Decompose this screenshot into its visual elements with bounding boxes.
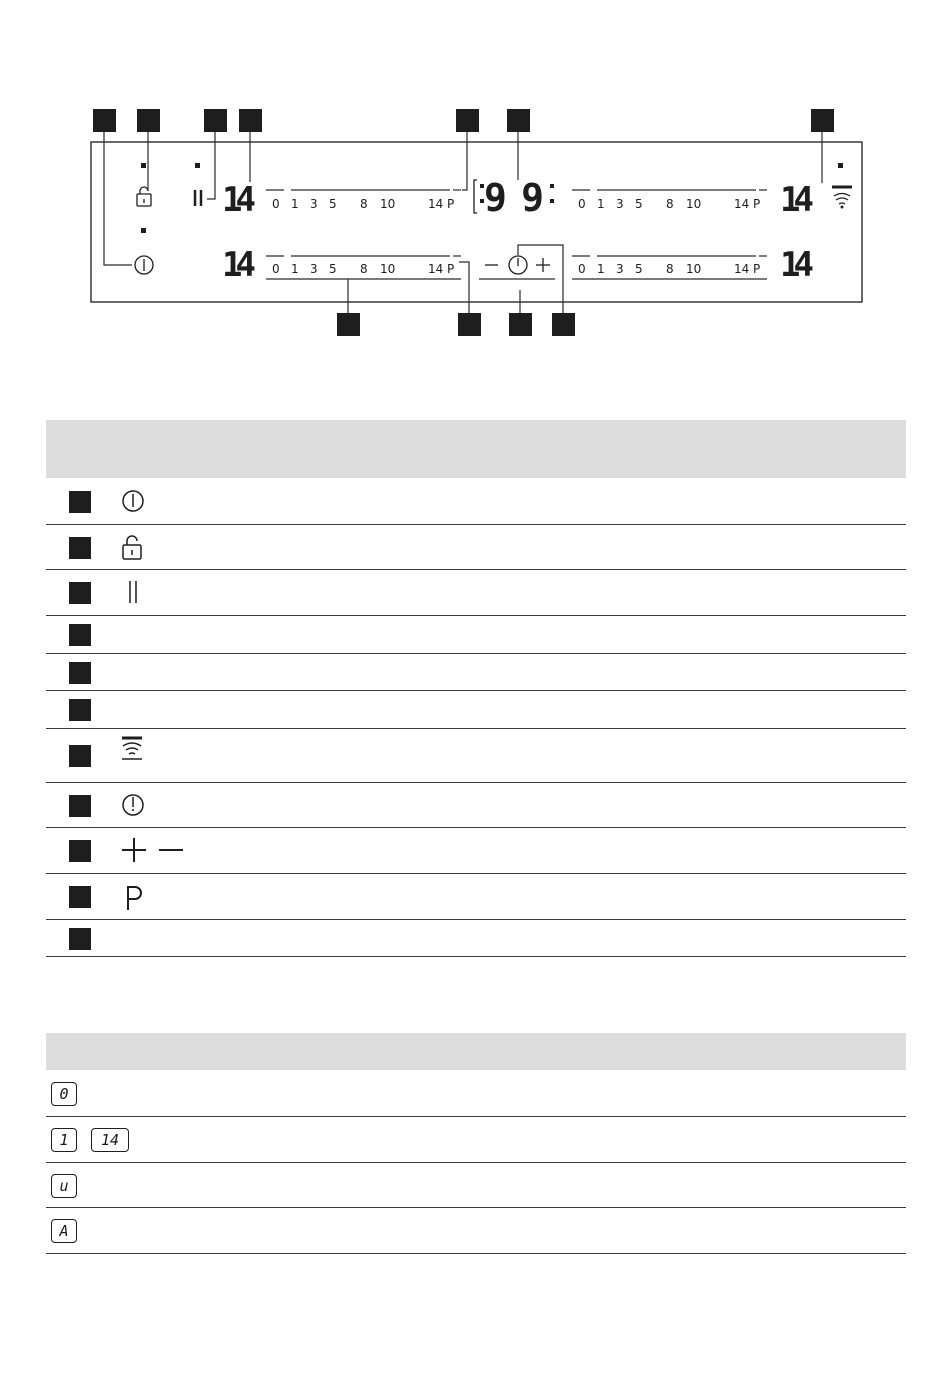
scale-label: 10 xyxy=(380,197,396,211)
scale-label: 0 xyxy=(578,262,586,276)
table1-row xyxy=(46,654,906,691)
table1-row xyxy=(46,570,906,616)
scale-label: 5 xyxy=(329,197,337,211)
marker-2 xyxy=(137,109,160,132)
row-marker xyxy=(69,745,91,767)
scale-label: 1 xyxy=(291,197,299,211)
scale-label: 14 xyxy=(734,262,750,276)
display-timer: 99 xyxy=(484,176,544,220)
row-marker xyxy=(69,491,91,513)
scale-label: P xyxy=(753,262,761,276)
marker-9 xyxy=(458,313,481,336)
table1-row xyxy=(46,616,906,654)
marker-7 xyxy=(811,109,834,132)
row-marker xyxy=(69,582,91,604)
row-marker xyxy=(69,699,91,721)
scale-label: 3 xyxy=(616,262,624,276)
row-marker xyxy=(69,886,91,908)
row-marker xyxy=(69,840,91,862)
scale-label: 10 xyxy=(380,262,396,276)
row-marker xyxy=(69,795,91,817)
leader-lines xyxy=(104,132,822,313)
table2-row xyxy=(46,1071,906,1117)
panel-timer-controls xyxy=(485,256,550,274)
top-markers xyxy=(93,109,834,132)
marker-11 xyxy=(552,313,575,336)
scale-label: 3 xyxy=(310,197,318,211)
scale-label: 1 xyxy=(597,262,605,276)
table2-row xyxy=(46,1163,906,1208)
table1-row xyxy=(46,874,906,920)
row-marker xyxy=(69,662,91,684)
panel-power-icon xyxy=(135,256,153,274)
scale-label: P xyxy=(753,197,761,211)
scale-label: 10 xyxy=(686,262,702,276)
table1-row xyxy=(46,783,906,828)
table1-header xyxy=(46,420,906,478)
display-symbol: u xyxy=(51,1174,77,1198)
timer-icon xyxy=(120,792,146,822)
plus-minus-icon xyxy=(120,837,190,867)
display-zone-bottom-left: 14 xyxy=(222,245,256,285)
marker-6 xyxy=(507,109,530,132)
control-panel-diagram xyxy=(0,0,950,380)
row-marker xyxy=(69,624,91,646)
table1-row xyxy=(46,691,906,729)
power-boost-p-icon xyxy=(120,883,146,917)
table1-row xyxy=(46,729,906,783)
table2-row xyxy=(46,1117,906,1163)
scale-label: 0 xyxy=(578,197,586,211)
scale-label: 8 xyxy=(360,197,368,211)
scale-label: 8 xyxy=(666,262,674,276)
bottom-markers xyxy=(337,313,575,336)
display-symbol: 1 xyxy=(51,1128,77,1152)
marker-8 xyxy=(337,313,360,336)
scale-label: 8 xyxy=(666,197,674,211)
display-zone-bottom-right: 14 xyxy=(780,245,814,285)
marker-1 xyxy=(93,109,116,132)
scale-label: P xyxy=(447,262,455,276)
display-zone-top-left: 14 xyxy=(222,180,256,220)
power-icon xyxy=(120,488,146,518)
display-symbol: A xyxy=(51,1219,77,1243)
pause-icon xyxy=(120,579,146,611)
marker-5 xyxy=(456,109,479,132)
scale-label: 5 xyxy=(329,262,337,276)
scale-label: 1 xyxy=(597,197,605,211)
table1-row xyxy=(46,479,906,525)
scale-label: 0 xyxy=(272,262,280,276)
table2-row xyxy=(46,1208,906,1254)
marker-3 xyxy=(204,109,227,132)
hob-hood-icon xyxy=(120,735,146,765)
table1-row xyxy=(46,828,906,874)
scale-label: 14 xyxy=(734,197,750,211)
panel-hood-icon xyxy=(832,187,852,208)
display-symbol: 0 xyxy=(51,1082,77,1106)
scale-label: 14 xyxy=(428,262,444,276)
marker-4 xyxy=(239,109,262,132)
row-marker xyxy=(69,928,91,950)
table1-row xyxy=(46,525,906,570)
scale-label: 10 xyxy=(686,197,702,211)
display-symbol: 14 xyxy=(91,1128,129,1152)
marker-10 xyxy=(509,313,532,336)
scale-label: 8 xyxy=(360,262,368,276)
scale-label: 14 xyxy=(428,197,444,211)
table2-header xyxy=(46,1033,906,1070)
scale-label: 5 xyxy=(635,262,643,276)
scale-label: 5 xyxy=(635,197,643,211)
panel-pause-icon xyxy=(195,190,201,206)
panel-lock-icon xyxy=(137,187,151,206)
row-marker xyxy=(69,537,91,559)
scale-label: P xyxy=(447,197,455,211)
table1-row xyxy=(46,920,906,957)
scale-label: 3 xyxy=(310,262,318,276)
lock-icon xyxy=(120,534,146,566)
display-zone-top-right: 14 xyxy=(780,180,814,220)
scale-label: 1 xyxy=(291,262,299,276)
scale-label: 0 xyxy=(272,197,280,211)
panel-frame xyxy=(91,142,862,302)
scale-label: 3 xyxy=(616,197,624,211)
